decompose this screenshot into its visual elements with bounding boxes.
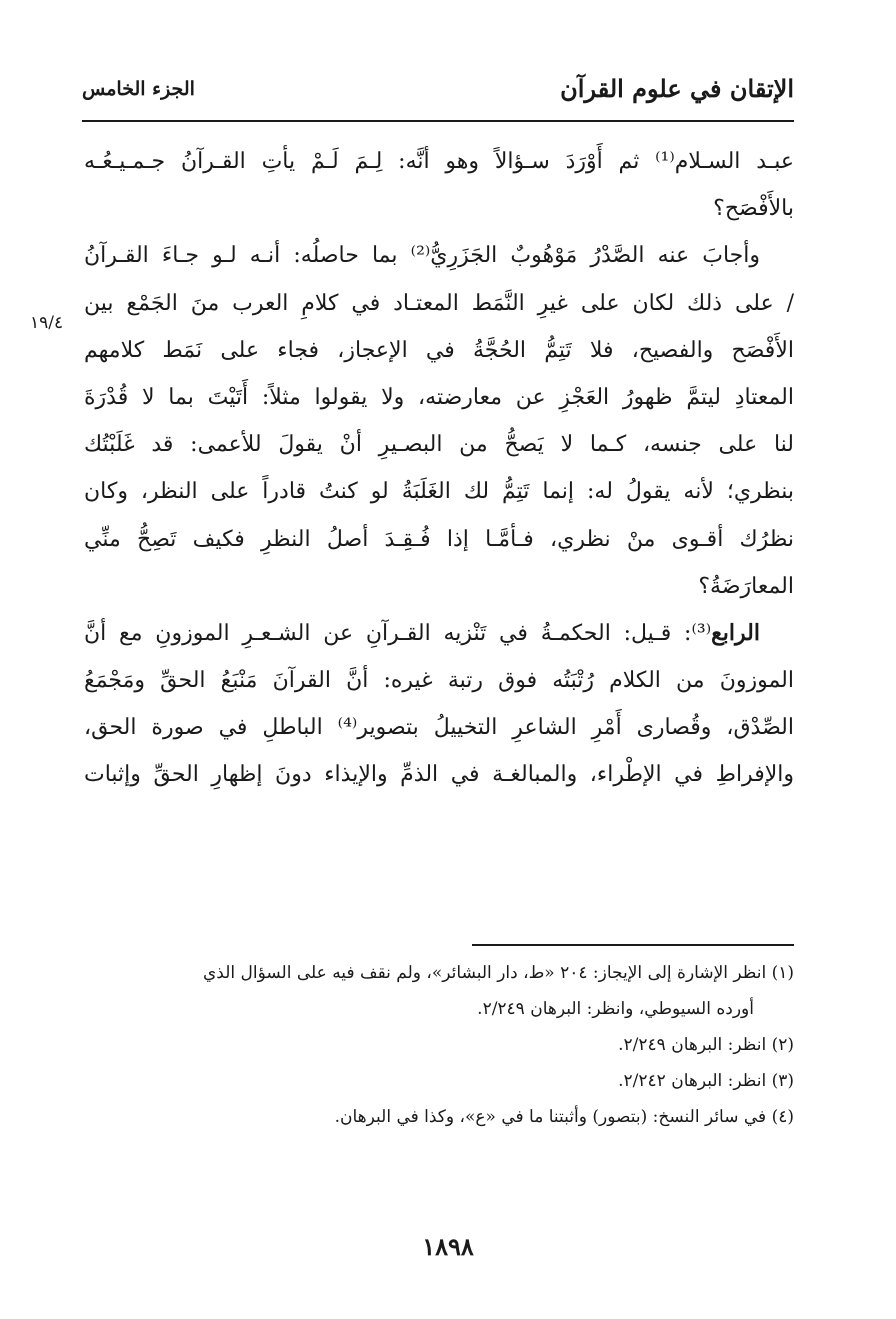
footnotes <box>84 962 794 1142</box>
text-line: بالأَفْصَح؟ <box>713 196 794 222</box>
footnote-line: (٢) انظر: البرهان ٢/٢٤٩. <box>618 1035 794 1055</box>
text-line: والإفراطِ في الإطْراء، والمبالغـة في الذمِّ والإيذاء دونَ إظهارِ الحقِّ وإثبات <box>84 762 794 788</box>
text-line: الصِّدْق، وقُصارى أَمْرِ الشاعرِ التخييلُ بتصوير⁽⁴⁾ الباطلِ في صورة الحق، <box>84 715 794 741</box>
main-text <box>84 138 794 799</box>
text-line: نظرُك أقـوى منْ نظري، فـأمَّـا إذا فُـقِـدَ أصلُ النظرِ فكيف تَصِحُّ منِّي <box>84 526 794 552</box>
header-divider <box>82 120 794 122</box>
margin-reference: ١٩/٤ <box>30 313 64 333</box>
footnote-line: (١) انظر الإشارة إلى الإيجاز: ٢٠٤ «ط، دار البشائر»، ولم نقف فيه على السؤال الذي <box>202 963 794 983</box>
section-term: الرابع <box>711 619 760 646</box>
footnote-divider <box>472 944 794 946</box>
text-line: المعتادِ ليتمَّ ظهورُ العَجْزِ عن معارضته، ولا يقولوا مثلاً: أَتَيْتَ بما لا قُدْرَةَ <box>84 384 794 410</box>
text-line: / على ذلك لكان على غيرِ النَّمَط المعتـاد في كلامِ العرب منَ الجَمْع بين <box>84 290 794 316</box>
book-title: الإتقان في علوم القرآن <box>560 74 794 103</box>
part-label: الجزء الخامس <box>82 78 195 100</box>
text-line: بنظري؛ لأنه يقولُ له: إنما تَتِمُّ لك الغَلَبَةُ لو كنتُ قادراً على النظر، وكان <box>84 479 794 505</box>
footnote-line: أورده السيوطي، وانظر: البرهان ٢/٢٤٩. <box>477 999 754 1019</box>
text-segment: : قـيل: الحكمـةُ في تَنْزيه القـرآنِ عن الشـعـرِ الموزونِ مع أنَّ <box>84 620 692 646</box>
text-line: وأجابَ عنه الصَّدْرُ مَوْهُوبٌ الجَزَرِيُّ⁽²⁾ بما حاصلُه: أنـه لـو جـاءَ القـرآنُ <box>84 243 760 269</box>
footnote <box>84 1106 794 1128</box>
text-line: عبـد السـلام⁽¹⁾ ثم أَوْرَدَ سـؤالاً وهو أنَّه: لِـمَ لَـمْ يأتِ القـرآنُ جـمـيـعُـه <box>84 149 794 174</box>
text-line: المعارَضَةُ؟ <box>698 573 794 599</box>
running-header <box>82 66 794 116</box>
text-line: لنا على جنسه، كـما لا يَصحُّ من البصـيرِ أنْ يقولَ للأعمى: قد غَلَبْتُك <box>84 432 794 458</box>
text-line: الموزونَ من الكلام رُتْبَتُه فوق رتبة غيره: أنَّ القرآنَ مَنْبَعُ الحقِّ ومَجْمَعُ <box>84 668 794 694</box>
text-line-raabi <box>84 610 794 657</box>
footnote <box>84 962 794 1020</box>
footnote <box>84 1034 794 1056</box>
footnote-line: (٣) انظر: البرهان ٢/٢٤٢. <box>618 1071 794 1091</box>
footnote-line: (٤) في سائر النسخ: (بتصور) وأثبتنا ما في «ع»، وكذا في البرهان. <box>334 1107 794 1127</box>
page-number: ١٨٩٨ <box>422 1232 474 1261</box>
footnote <box>84 1070 794 1092</box>
text-line: الأَفْصَح والفصيح، فلا تَتِمُّ الحُجَّةُ في الإعجاز، فجاء على نَمَط كلامهم <box>84 337 794 363</box>
footnote-ref: ⁽³⁾ <box>691 620 712 646</box>
